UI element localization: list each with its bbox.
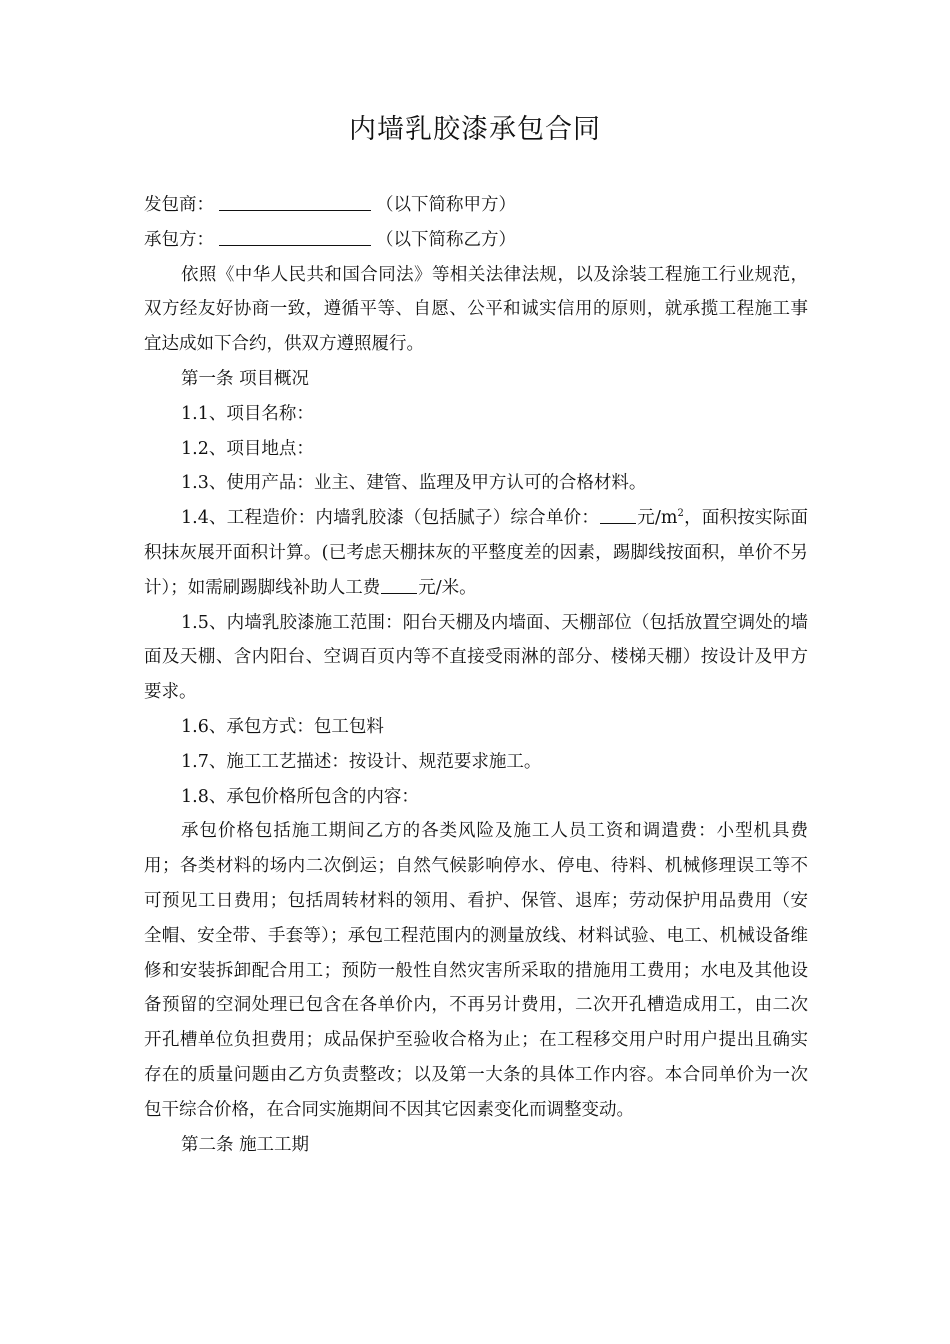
preamble-paragraph: 依照《中华人民共和国合同法》等相关法律法规，以及涂装工程施工行业规范，双方经友好协商一致，遵循平等、自愿、公平和诚实信用的原则，就承揽工程施工事宜达成如下合约，供双方遵照履行。 — [144, 264, 808, 355]
article-2-heading: 第二条 施工工期 — [181, 1134, 310, 1155]
party-a-line — [144, 188, 808, 223]
unit-price-unit-superscript: 2 — [677, 508, 684, 520]
item-1-6: 1.6、承包方式：包工包料 — [181, 716, 384, 737]
item-1-3: 1.3、使用产品：业主、建管、监理及甲方认可的合格材料。 — [181, 473, 647, 494]
party-a-note: （以下简称甲方） — [376, 195, 516, 215]
article-1-heading: 第一条 项目概况 — [181, 368, 310, 389]
unit-price-unit: 元/m — [637, 508, 678, 529]
item-1-8: 1.8、承包价格所包含的内容： — [181, 786, 419, 807]
item-1-7: 1.7、施工工艺描述：按设计、规范要求施工。 — [181, 751, 542, 772]
item-1-4-text-1: 1.4、工程造价：内墙乳胶漆（包括腻子）综合单价： — [181, 508, 600, 529]
document-title: 内墙乳胶漆承包合同 — [349, 114, 601, 145]
item-1-2: 1.2、项目地点： — [181, 438, 314, 459]
unit-price-blank[interactable] — [600, 505, 636, 524]
item-1-4-text-2: ，面积按实际面积抹灰展开面积计算。(已考虑天棚抹灰的平整度差的因素，踢脚线按面积，单价不另计）；如需刷踢脚线补助人工费 — [144, 508, 808, 598]
party-a-blank[interactable] — [219, 192, 371, 211]
item-1-8-body: 承包价格包括施工期间乙方的各类风险及施工人员工资和调遣费：小型机具费用；各类材料的场内二次倒运；自然气候影响停水、停电、待料、机械修理误工等不可预见工日费用；包括周转材料的领用、看护、保管、退库；劳动保护用品费用（安全帽、安全带、手套等）；承包工程范围内的测量放线、材料试验、电工、机械设备维修和安装拆卸配合用工；预防一般性自然灾害所采取的措施用工费用；水电及其他设备预留的空洞处理已包含在各单价内，不再另计费用，二次开孔槽造成用工，由二次开孔槽单位负担费用；成品保护至验收合格为止；在工程移交用户时用户提出且确实存在的质量问题由乙方负责整改；以及第一大条的具体工作内容。本合同单价为一次包干综合价格，在合同实施期间不因其它因素变化而调整变动。 — [144, 821, 808, 1120]
item-1-1: 1.1、项目名称： — [181, 403, 314, 424]
item-1-4 — [144, 501, 808, 605]
skirting-fee-unit: 元/米。 — [418, 577, 477, 598]
skirting-fee-blank[interactable] — [381, 575, 417, 594]
party-b-line — [144, 223, 808, 258]
party-b-blank[interactable] — [219, 227, 371, 246]
party-b-label: 承包方： — [144, 229, 214, 250]
item-1-5: 1.5、内墙乳胶漆施工范围：阳台天棚及内墙面、天棚部位（包括放置空调处的墙面及天棚、含内阳台、空调百页内等不直接受雨淋的部分、楼梯天棚）按设计及甲方要求。 — [144, 612, 808, 703]
party-b-note: （以下简称乙方） — [376, 229, 516, 250]
party-a-label: 发包商： — [144, 195, 214, 215]
document-body — [144, 188, 808, 1162]
